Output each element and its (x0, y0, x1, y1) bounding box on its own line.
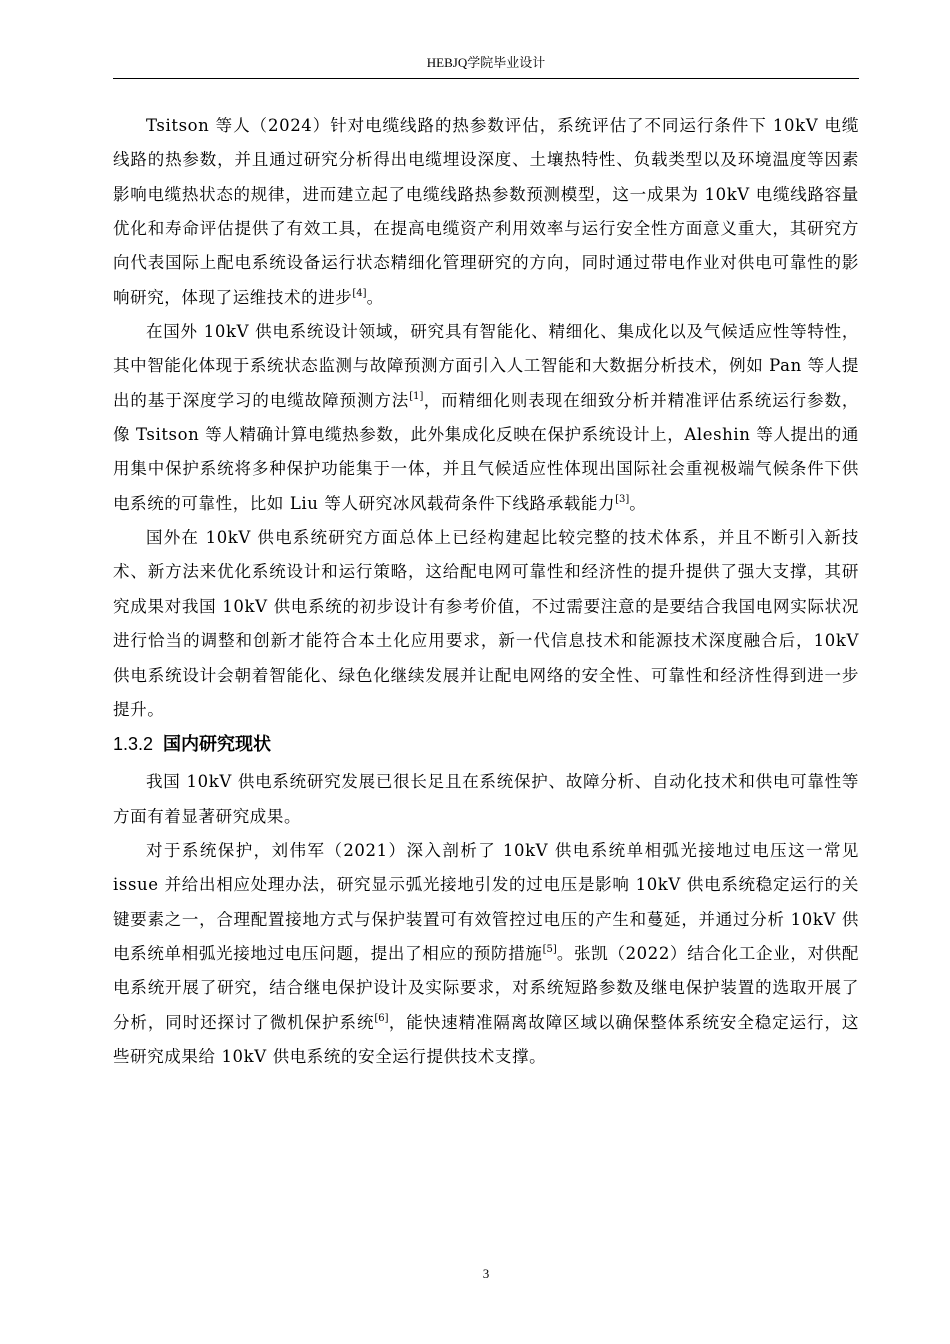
header-rule (113, 78, 859, 79)
citation-ref: [3] (615, 493, 630, 505)
paragraph-text: 。张凯（2022）结合化工企业，对供配电系统开展了研究，结合继电保护设计及实际要求，对系统短路参数及继电保护装置的选取开展了分析，同时还探讨了微机保护系统 (113, 943, 859, 1032)
body-text (113, 109, 859, 1074)
paragraph-text: 国外在 10kV 供电系统研究方面总体上已经构建起比较完整的技术体系，并且不断引入新技术、新方法来优化系统设计和运行策略，这给配电网可靠性和经济性的提升提供了强大支撑，其研究成果对我国 10kV 供电系统的初步设计有参考价值，不过需要注意的是要结合我国电网实际状况进行恰当的调整和创新才能符合本土化应用要求，新一代信息技术和能源技术深度融合后，10kV 供电系统设计会朝着智能化、绿色化继续发展并让配电网络的安全性、可靠性和经济性得到进一步提升。 (113, 528, 859, 719)
paragraph-text: 我国 10kV 供电系统研究发展已很长足且在系统保护、故障分析、自动化技术和供电可靠性等方面有着显著研究成果。 (113, 772, 859, 826)
citation-ref: [1] (409, 390, 424, 402)
section-number: 1.3.2 (113, 734, 154, 755)
paragraph-text: 对于系统保护，刘伟军（2021）深入剖析了 10kV 供电系统单相弧光接地过电压这一常见 issue 并给出相应处理办法，研究显示弧光接地引发的过电压是影响 10kV 供电系统稳定运行的关键要素之一，合理配置接地方式与保护装置可有效管控过电压的产生和蔓延，并通过分析 10kV 供电系统单相弧光接地过电压问题，提出了相应的预防措施 (113, 840, 859, 963)
citation-ref: [4] (352, 287, 367, 299)
paragraph-text: Tsitson 等人（2024）针对电缆线路的热参数评估，系统评估了不同运行条件下 10kV 电缆线路的热参数，并且通过研究分析得出电缆埋设深度、土壤热特性、负载类型以及环境温度等因素影响电缆热状态的规律，进而建立起了电缆线路热参数预测模型，这一成果为 10kV 电缆线路容量优化和寿命评估提供了有效工具，在提高电缆资产利用效率与运行安全性方面意义重大，其研究方向代表国际上配电系统设备运行状态精细化管理研究的方向，同时通过带电作业对供电可靠性的影响研究，体现了运维技术的进步 (113, 116, 859, 307)
paragraph-system-protection (113, 834, 859, 1074)
paragraph-text: ，能快速精准隔离故障区域以确保整体系统安全稳定运行，这些研究成果给 10kV 供电系统的安全运行提供技术支撑。 (113, 1012, 860, 1066)
section-heading (113, 727, 859, 765)
paragraph-foreign-design (113, 315, 859, 521)
paragraph-text: 在国外 10kV 供电系统设计领域，研究具有智能化、精细化、集成化以及气候适应性等特性，其中智能化体现于系统状态监测与故障预测方面引入人工智能和大数据分析技术，例如 Pan 等人提出的基于深度学习的电缆故障预测方法 (113, 322, 859, 410)
paragraph-text: ，而精细化则表现在细致分析并精准评估系统运行参数，像 Tsitson 等人精确计算电缆热参数，此外集成化反映在保护系统设计上，Aleshin 等人提出的通用集中保护系统将多种保护功能集于一体，并且气候适应性体现出国际社会重视极端气候条件下供电系统的可靠性，比如 Liu 等人研究冰风载荷条件下线路承载能力 (113, 390, 860, 513)
paragraph-domestic-intro (113, 765, 859, 834)
paragraph-foreign-summary (113, 521, 859, 727)
section-title: 国内研究现状 (163, 734, 272, 756)
page-number: 3 (482, 1266, 490, 1281)
citation-ref: [5] (542, 943, 557, 955)
citation-ref: [6] (374, 1012, 389, 1024)
running-header: HEBJQ学院毕业设计 (426, 55, 546, 70)
paragraph-text: 。 (629, 493, 647, 513)
paragraph-text: 。 (366, 287, 384, 307)
paragraph-tsitson (113, 109, 859, 315)
